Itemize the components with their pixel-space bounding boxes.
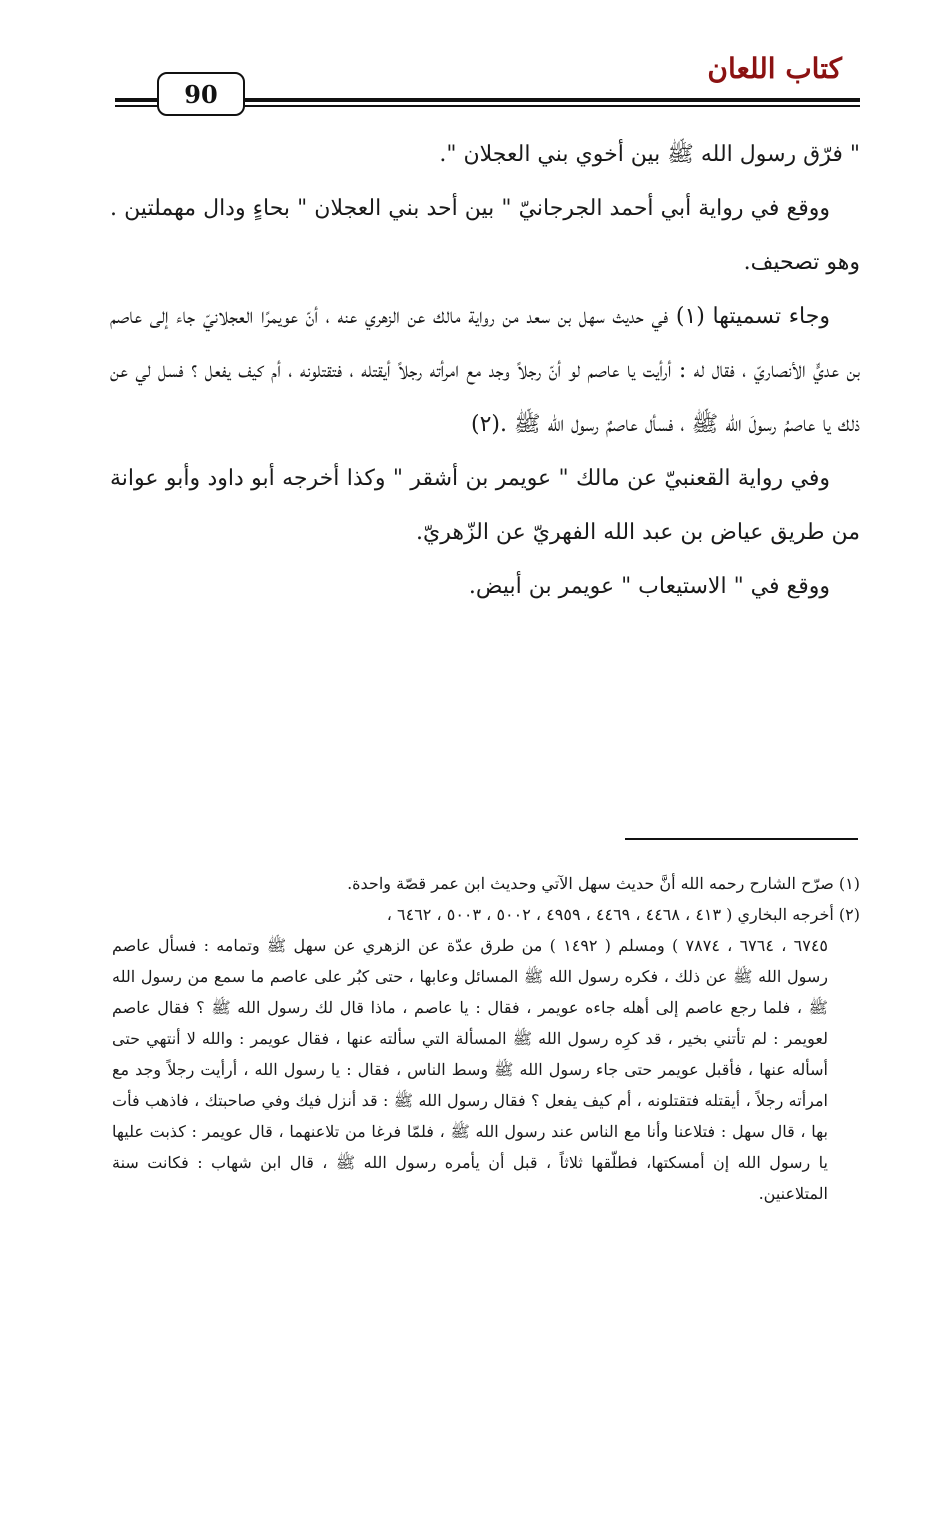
paragraph: ووقع في " الاستيعاب " عويمر بن أبيض. (468, 574, 830, 599)
paragraph: وجاء تسميتها (١) في حديث سهل بن سعد من رواية مالك عن الزهري عنه ، أنّ عويمرًا العجلانيّ جاء إلى عاصم بن عديٍّ الأنصاريّ ، فقال له : أرأيت يا عاصم لو أنّ رجلاً وجد مع امرأته رجلاً أيقتله ، فتقتلونه ، أم كيف يفعل ؟ فسل لي عن ذلك يا عاصمُ رسولَ الله ﷺ ، فسأل عاصمٌ رسول الله ﷺ .(٢) (110, 304, 860, 437)
footnote: (١) صرّح الشارح رحمه الله أنَّ حديث سهل الآتي وحديث ابن عمر قصّة واحدة. (347, 874, 860, 893)
footnote: (٢) أخرجه البخاري ( ٤١٣ ، ٤٤٦٨ ، ٤٤٦٩ ، ٤٩٥٩ ، ٥٠٠٢ ، ٥٠٠٣ ، ٦٤٦٢ ، (386, 905, 860, 924)
main-text (110, 128, 860, 614)
page-number: 90 (184, 79, 218, 109)
paragraph: " فرّق رسول الله ﷺ بين أخوي بني العجلان ". (439, 142, 860, 167)
chapter-title: كتاب اللعان (707, 52, 842, 85)
page-number-box (157, 72, 245, 116)
footnotes (112, 868, 860, 1209)
footnote-continuation: ٦٧٤٥ ، ٦٧٦٤ ، ٧٨٧٤ ) ومسلم ( ١٤٩٢ ) من طرق عدّة عن الزهري عن سهل ﷺ وتمامه : فسأل عاصم رسول الله ﷺ عن ذلك ، فكره رسول الله ﷺ المسائل وعابها ، حتى كبُر على عاصم ما سمع من رسول الله ﷺ ، فلما رجع عاصم إلى أهله جاءه عويمر ، فقال : يا عاصم ، ماذا قال لك رسول الله ﷺ ؟ فقال عاصم لعويمر : لم تأتني بخير ، قد كرِه رسول الله ﷺ المسألة التي سألته عنها ، فقال عويمر : والله لا أنتهي حتى أسأله عنها ، فأقبل عويمر حتى جاء رسول الله ﷺ وسط الناس ، فقال : يا رسول الله ، أرأيت رجلاً وجد مع امرأته رجلاً ، أيقتله فتقتلونه ، أم كيف يفعل ؟ فقال رسول الله ﷺ : قد أنزل فيك وفي صاحبتك ، فاذهب فأت بها ، قال سهل : فتلاعنا وأنا مع الناس عند رسول الله ﷺ ، فلمّا فرغا من تلاعنهما ، قال عويمر : كذبت عليها يا رسول الله إن أمسكتها، فطلّقها ثلاثاً ، قبل أن يأمره رسول الله ﷺ ، قال ابن شهاب : فكانت سنة المتلاعنين. (112, 936, 829, 1203)
paragraph: وفي رواية القعنبيّ عن مالك " عويمر بن أشقر " وكذا أخرجه أبو داود وأبو عوانة من طريق عياض بن عبد الله الفهريّ عن الزّهريّ. (110, 466, 860, 545)
footnote-separator (625, 838, 858, 840)
paragraph: ووقع في رواية أبي أحمد الجرجانيّ " بين أحد بني العجلان " بحاءٍ ودال مهملتين . وهو تصحيف. (110, 196, 860, 275)
